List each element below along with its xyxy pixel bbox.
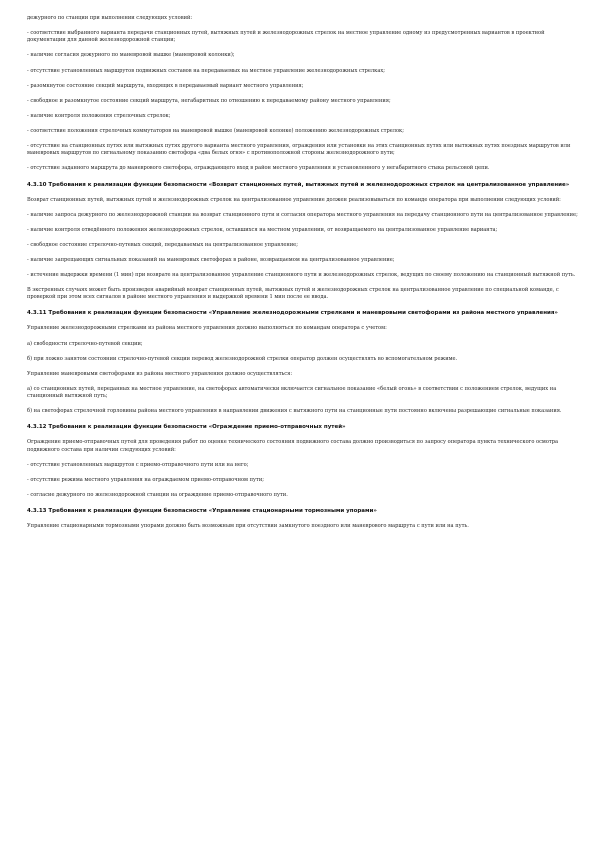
paragraph: - наличие контроля положения стрелочных стрелок; <box>27 112 171 119</box>
section-heading: 4.3.13 Требования к реализации функции безопасности «Управление стационарными тормозными упорами» <box>27 508 377 515</box>
paragraph: - разомкнутое состояние секций маршрута, входящих в передаваемый вариант местного управления; <box>27 82 304 89</box>
paragraph: - наличие запрещающих сигнальных показаний на маневровых светофорах в районе, возвращаемом на централизованное управление; <box>27 256 395 263</box>
paragraph: б) при ложно занятом состоянии стрелочно-путевой секции перевод железнодорожной стрелки оператор должен осуществлять во вспомогательном режиме. <box>27 355 458 362</box>
paragraph: Возврат станционных путей, вытяжных путей и железнодорожных стрелок на централизованное управление должен реализовываться по команде оператора при выполнении следующих условий: <box>27 196 561 203</box>
document-body <box>27 15 581 530</box>
paragraph: дежурного по станции при выполнении следующих условий: <box>27 15 193 21</box>
paragraph: - соответствие положения стрелочных коммутаторов на маневровой вышке (маневровой колонке) положению железнодорожных стрелок; <box>27 127 404 134</box>
section-heading: 4.3.10 Требования к реализации функции безопасности «Возврат станционных путей, вытяжных путей и железнодорожных стрелок на централизованное управление» <box>27 181 570 188</box>
paragraph: - отсутствие установленных маршрутов с приемо-отправочного пути или на него; <box>27 461 249 468</box>
paragraph: - наличие контроля отведённого положения железнодорожных стрелок, оставшихся на местном управлении, от возвращаемого на централизованное управление варианта; <box>27 226 498 233</box>
paragraph: - наличие запроса дежурного по железнодорожной станции на возврат станционного пути и согласия оператора местного управления на передачу станционного пути на централизованное управление; <box>27 211 578 218</box>
paragraph: В экстренных случаях может быть произведен аварийный возврат станционных путей, вытяжных путей и железнодорожных стрелок на централизованное управление по специальной команде, с проверкой при этом всех сигналов в районе местного управления и выдержкой времени 1 мин после ее ввода. <box>27 287 559 301</box>
paragraph: Управление железнодорожными стрелками из района местного управления должно выполняться по командам оператора с учетом: <box>27 325 387 332</box>
paragraph: - отсутствие на станционных путях или вытяжных путях другого варианта местного управления, ограждения или установки на этих станционных путях или вытяжных путях поездных маршрутов или маневровых маршрутов по сигнальному показанию светофора «два белых огня» с противоположной стороны железнодорожного пути; <box>27 143 571 157</box>
paragraph: - отсутствие заданного маршрута до маневрового светофора, ограждающего вход в район местного управления и установленного у негабаритного стыка рельсовой цепи. <box>27 165 490 172</box>
section-heading: 4.3.12 Требования к реализации функции безопасности «Ограждение приемо-отправочных путей» <box>27 424 346 431</box>
paragraph: - свободное состояние стрелочно-путевых секций, передаваемых на централизованное управление; <box>27 241 298 248</box>
paragraph: - соответствие выбранного варианта передачи станционных путей, вытяжных путей и железнодорожных стрелок на местное управление одному из предусмотренных вариантов в проектной документации для данной железнодорожной станции; <box>27 30 545 44</box>
paragraph: б) на светофорах стрелочной горловины района местного управления в направлении движения с вытяжного пути на станционные пути постоянно включены разрешающие сигнальные показания. <box>27 408 562 415</box>
paragraph: а) со станционных путей, переданных на местное управление, на светофорах автоматически включается сигнальное показание «белый огонь» в соответствии с положением стрелок, ведущих на станционный вытяжной путь; <box>27 385 557 400</box>
paragraph: Управление стационарными тормозными упорами должно быть возможным при отсутствии замкнутого поездного или маневрового маршрута с пути или на путь. <box>27 523 469 530</box>
paragraph: - свободное и разомкнутое состояние секций маршрута, негабаритных по отношению к передаваемому району местного управления; <box>27 97 391 104</box>
paragraph: - согласие дежурного по железнодорожной станции на ограждение приемо-отправочного пути. <box>27 491 288 498</box>
paragraph: а) свободности стрелочно-путевой секции; <box>27 340 143 347</box>
paragraph: - наличие согласия дежурного по маневровой вышке (маневровой колонки); <box>27 52 235 59</box>
section-heading: 4.3.11 Требования к реализации функции безопасности «Управление железнодорожными стрелками и маневровыми светофорами из района местного управления» <box>27 310 558 317</box>
paragraph: Управление маневровыми светофорами из района местного управления должно осуществляться: <box>27 370 293 377</box>
paragraph: - истечение выдержки времени (1 мин) при возврате на централизованное управление станционного пути и железнодорожных стрелок, ведущих по своему положению на станционный вытяжной путь. <box>27 272 576 278</box>
paragraph: Ограждение приемо-отправочных путей для проведения работ по оценке технического состояния подвижного состава должно производиться по запросу оператора пункта технического осмотра подвижного состава при наличии следующих условий: <box>27 439 559 453</box>
paragraph: - отсутствие установленных маршрутов подвижных составов на передаваемых на местное управление железнодорожных стрелках; <box>27 67 385 74</box>
paragraph: - отсутствие режима местного управления на ограждаемом приемо-отправочном пути; <box>27 476 264 483</box>
